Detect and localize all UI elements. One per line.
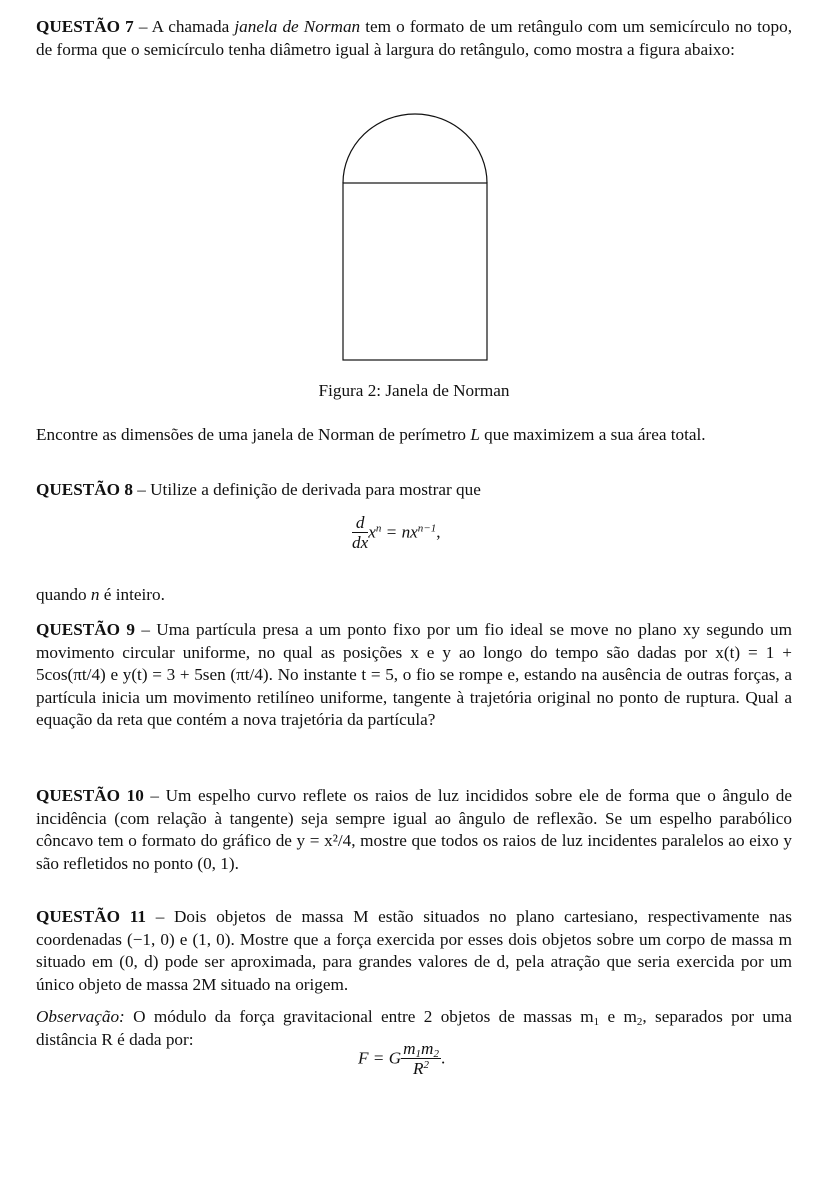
observation-label: Observação:	[36, 1007, 125, 1026]
question-10-label: QUESTÃO 10	[36, 786, 144, 805]
mass-2-symbol: m	[421, 1039, 434, 1058]
derivative-fraction	[352, 514, 368, 553]
question-8-condition-a: quando	[36, 585, 91, 604]
question-9-statement	[36, 619, 792, 732]
question-11-label: QUESTÃO 11	[36, 907, 146, 926]
observation-text-mid: e m	[599, 1007, 637, 1026]
question-7-emphasis: janela de Norman	[234, 17, 361, 36]
question-10-text: – Um espelho curvo reflete os raios de luz incididos sobre ele de forma que o ângulo de incidência (com relação à tangente) seja sempre igual ao ângulo de reflexão. Se um espelho parabólico côncavo tem o formato do gráfico de y = x²/4, mostre que todos os raios de luz incidentes paralelos ao eixo y são refletidos no ponto (0, 1).	[36, 786, 792, 873]
question-7-text-a: – A chamada	[133, 17, 235, 36]
rectangle-body	[343, 183, 487, 360]
norman-window-figure	[341, 112, 489, 364]
question-7-task	[36, 424, 706, 447]
derivative-base: x	[368, 522, 376, 542]
gravitation-denominator	[401, 1059, 441, 1079]
question-11-statement	[36, 906, 792, 996]
gravitation-equation	[358, 1040, 445, 1079]
question-8-condition	[36, 584, 165, 607]
question-7-task-text-b: que maximizem a sua área total.	[479, 425, 706, 444]
derivative-equation	[352, 514, 441, 553]
question-11-text: – Dois objetos de massa M estão situados no plano cartesiano, respectivamente nas coordenadas (−1, 0) e (1, 0). Mostre que a força exercida por esses dois objetos sobre um corpo de massa m situado em (0, d) pode ser aproximada, para grandes valores de d, pela atração que seria exercida por um único objeto de massa 2M situado na origem.	[36, 907, 792, 994]
derivative-rhs: = nx	[381, 522, 418, 542]
question-8-condition-b: é inteiro.	[99, 585, 165, 604]
question-9-text: – Uma partícula presa a um ponto fixo por um fio ideal se move no plano xy segundo um movimento circular uniforme, no qual as posições x e y ao longo do tempo são dadas por x(t) = 1 + 5cos(πt/4) e y(t) = 3 + 5sen (πt/4). No instante t = 5, o fio se rompe e, estando na ausência de outras forças, a partícula inicia um movimento retilíneo uniforme, tangente à trajetória original no ponto de ruptura. Qual a equação da reta que contém a nova trajetória da partícula?	[36, 620, 792, 730]
question-7-text-b: tem o formato de um retângulo com um semicírculo no topo, de forma que o semicírculo tenha diâmetro igual à largura do retângulo, como mostra a figura abaixo:	[36, 17, 792, 59]
gravitation-numerator	[401, 1040, 441, 1059]
derivative-comma: ,	[436, 522, 441, 542]
derivative-numerator: d	[352, 514, 368, 533]
distance-exponent: 2	[423, 1059, 430, 1071]
observation-subscript-1: 1	[593, 1016, 600, 1028]
mass-1-subscript: 1	[415, 1048, 422, 1060]
question-7-label: QUESTÃO 7	[36, 17, 134, 36]
observation-text-a: O módulo da força gravitacional entre 2 objetos de massas m	[124, 1007, 594, 1026]
semicircle-top	[343, 114, 487, 183]
question-9-label: QUESTÃO 9	[36, 620, 135, 639]
derivative-rhs-exponent: n−1	[417, 522, 437, 535]
distance-symbol: R	[413, 1059, 424, 1078]
mass-1-symbol: m	[403, 1039, 416, 1058]
figure-caption: Figura 2: Janela de Norman	[318, 381, 510, 400]
mass-2-subscript: 2	[433, 1048, 439, 1060]
gravitation-period: .	[440, 1048, 446, 1068]
question-8-text: – Utilize a definição de derivada para mostrar que	[132, 480, 481, 499]
question-7-task-text-a: Encontre as dimensões de uma janela de Norman de perímetro	[36, 425, 471, 444]
question-10-statement	[36, 785, 792, 875]
observation-subscript-2: 2	[636, 1016, 643, 1028]
gravitation-fraction	[401, 1040, 441, 1079]
derivative-exponent: n	[375, 522, 382, 535]
integer-variable: n	[90, 585, 100, 604]
derivative-denominator: dx	[352, 533, 369, 552]
gravitation-lhs: F = G	[358, 1048, 402, 1068]
perimeter-variable: L	[470, 425, 480, 444]
question-8-statement	[36, 479, 481, 502]
question-7-statement	[36, 16, 792, 61]
question-8-label: QUESTÃO 8	[36, 480, 133, 499]
observation-text-b: , separados por uma distância R é dada por:	[36, 1007, 792, 1049]
